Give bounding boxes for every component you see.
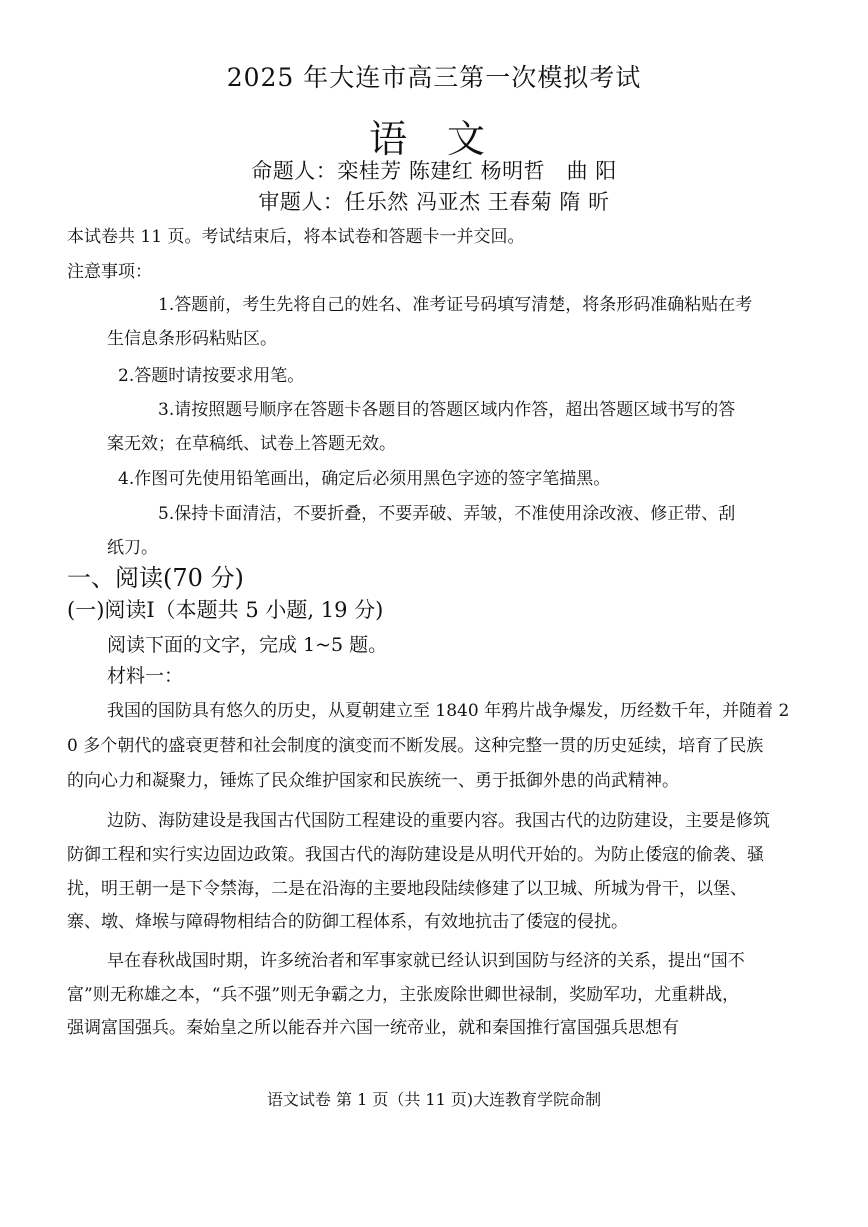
passage-line: 防御工程和实行实边固边政策。我国古代的海防建设是从明代开始的。为防止倭寇的偷袭、骚 [67, 845, 764, 865]
instruction-line: 3.请按照题号顺序在答题卡各题目的答题区域内作答，超出答题区域书写的答 [158, 400, 736, 420]
instruction-line: 1.答题前，考生先将自己的姓名、准考证号码填写清楚，将条形码准确粘贴在考 [158, 295, 753, 315]
passage-line: 0 多个朝代的盛衰更替和社会制度的演变而不断发展。这种完整一贯的历史延续，培育了民族 [67, 736, 764, 756]
section-title: 一、阅读(70 分) [67, 564, 244, 592]
instruction-line: 4.作图可先使用铅笔画出，确定后必须用黑色字迹的签字笔描黑。 [118, 469, 611, 489]
passage-line: 早在春秋战国时期，许多统治者和军事家就已经认识到国防与经济的关系，提出“国不 [107, 951, 745, 971]
instruction-line: 案无效；在草稿纸、试卷上答题无效。 [107, 434, 396, 454]
subject-title: 语 文 [368, 117, 500, 161]
exam-title: 2025 年大连市高三第一次模拟考试 [226, 63, 642, 92]
page-footer: 语文试卷 第 1 页（共 11 页)大连教育学院命制 [266, 1090, 602, 1109]
reviewers-line: 审题人：任乐然 冯亚杰 王春菊 隋 昕 [258, 190, 610, 214]
pages-note: 本试卷共 11 页。考试结束后，将本试卷和答题卡一并交回。 [67, 227, 525, 247]
instruction-line: 纸刀。 [107, 538, 158, 558]
passage-line: 强调富国强兵。秦始皇之所以能吞并六国一统帝业，就和秦国推行富国强兵思想有 [67, 1018, 679, 1038]
passage-line: 我国的国防具有悠久的历史，从夏朝建立至 1840 年鸦片战争爆发，历经数千年，并随着 2 [107, 701, 790, 721]
instruction-line: 2.答题时请按要求用笔。 [118, 366, 305, 386]
passage-line: 富”则无称雄之本，“兵不强”则无争霸之力，主张废除世卿世禄制，奖励军功，尤重耕战， [67, 985, 740, 1005]
passage-line: 的向心力和凝聚力，锤炼了民众维护国家和民族统一、勇于抵御外患的尚武精神。 [67, 771, 679, 791]
passage-line: 扰，明王朝一是下令禁海，二是在沿海的主要地段陆续修建了以卫城、所城为骨干，以堡、 [67, 879, 747, 899]
instruction-line: 5.保持卡面清洁，不要折叠，不要弄破、弄皱，不准使用涂改液、修正带、刮 [158, 504, 736, 524]
authors-line: 命题人：栾桂芳 陈建红 杨明哲 曲 阳 [251, 159, 617, 183]
notice-heading: 注意事项： [67, 262, 152, 282]
passage-line: 边防、海防建设是我国古代国防工程建设的重要内容。我国古代的边防建设，主要是修筑 [107, 811, 770, 831]
passage-line: 寨、墩、烽堠与障碍物相结合的防御工程体系，有效地抗击了倭寇的侵扰。 [67, 912, 628, 932]
material-label: 材料一： [107, 665, 184, 687]
instruction-line: 生信息条形码粘贴区。 [107, 329, 277, 349]
subsection-title: (一)阅读Ⅰ（本题共 5 小题, 19 分) [67, 598, 384, 622]
reading-prompt: 阅读下面的文字，完成 1~5 题。 [107, 634, 388, 656]
